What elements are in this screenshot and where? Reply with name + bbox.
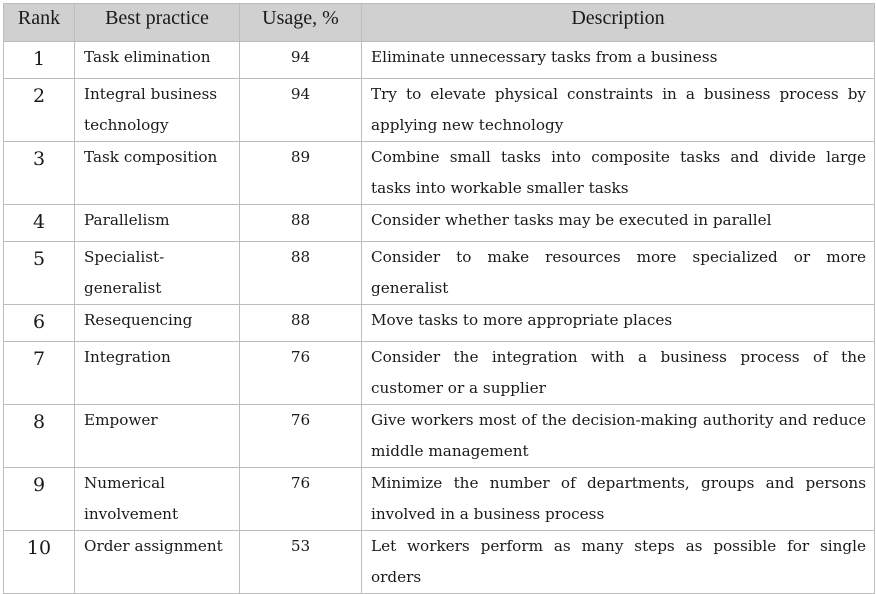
best-practice-cell: Integration xyxy=(75,342,240,405)
best-practice-cell: Order assignment xyxy=(75,531,240,594)
best-practice-cell: Specialist-generalist xyxy=(75,242,240,305)
usage-cell: 76 xyxy=(240,342,362,405)
best-practice-cell: Task elimination xyxy=(75,42,240,79)
description-cell: Eliminate unnecessary tasks from a business xyxy=(362,42,875,79)
table-row xyxy=(4,205,875,242)
rank-cell: 5 xyxy=(4,242,75,305)
usage-cell: 53 xyxy=(240,531,362,594)
table-row xyxy=(4,468,875,531)
usage-cell: 89 xyxy=(240,142,362,205)
header-row xyxy=(4,4,875,42)
best-practice-cell: Parallelism xyxy=(75,205,240,242)
description-cell: Combine small tasks into composite tasks and divide large tasks into workable smaller tasks xyxy=(362,142,875,205)
rank-cell: 8 xyxy=(4,405,75,468)
usage-cell: 76 xyxy=(240,405,362,468)
header-rank: Rank xyxy=(4,4,75,42)
usage-cell: 88 xyxy=(240,205,362,242)
description-cell: Consider to make resources more specialized or more generalist xyxy=(362,242,875,305)
table-row xyxy=(4,79,875,142)
description-cell: Consider whether tasks may be executed in parallel xyxy=(362,205,875,242)
rank-cell: 10 xyxy=(4,531,75,594)
best-practice-cell: Resequencing xyxy=(75,305,240,342)
rank-cell: 9 xyxy=(4,468,75,531)
table-row xyxy=(4,42,875,79)
description-cell: Consider the integration with a business process of the customer or a supplier xyxy=(362,342,875,405)
description-cell: Let workers perform as many steps as possible for single orders xyxy=(362,531,875,594)
usage-cell: 94 xyxy=(240,42,362,79)
table-row xyxy=(4,305,875,342)
header-usage: Usage, % xyxy=(240,4,362,42)
description-cell: Move tasks to more appropriate places xyxy=(362,305,875,342)
rank-cell: 2 xyxy=(4,79,75,142)
rank-cell: 7 xyxy=(4,342,75,405)
usage-cell: 76 xyxy=(240,468,362,531)
best-practice-cell: Empower xyxy=(75,405,240,468)
table-row xyxy=(4,531,875,594)
best-practices-table xyxy=(3,3,875,594)
rank-cell: 3 xyxy=(4,142,75,205)
best-practice-cell: Numerical involvement xyxy=(75,468,240,531)
rank-cell: 6 xyxy=(4,305,75,342)
best-practice-cell: Integral business technology xyxy=(75,79,240,142)
rank-cell: 1 xyxy=(4,42,75,79)
rank-cell: 4 xyxy=(4,205,75,242)
table-row xyxy=(4,405,875,468)
usage-cell: 88 xyxy=(240,305,362,342)
table-row xyxy=(4,142,875,205)
description-cell: Give workers most of the decision-making authority and reduce middle management xyxy=(362,405,875,468)
table-row xyxy=(4,342,875,405)
usage-cell: 88 xyxy=(240,242,362,305)
usage-cell: 94 xyxy=(240,79,362,142)
header-best-practice: Best practice xyxy=(75,4,240,42)
header-description: Description xyxy=(362,4,875,42)
description-cell: Try to elevate physical constraints in a business process by applying new technology xyxy=(362,79,875,142)
table-row xyxy=(4,242,875,305)
best-practice-cell: Task composition xyxy=(75,142,240,205)
description-cell: Minimize the number of departments, groups and persons involved in a business process xyxy=(362,468,875,531)
